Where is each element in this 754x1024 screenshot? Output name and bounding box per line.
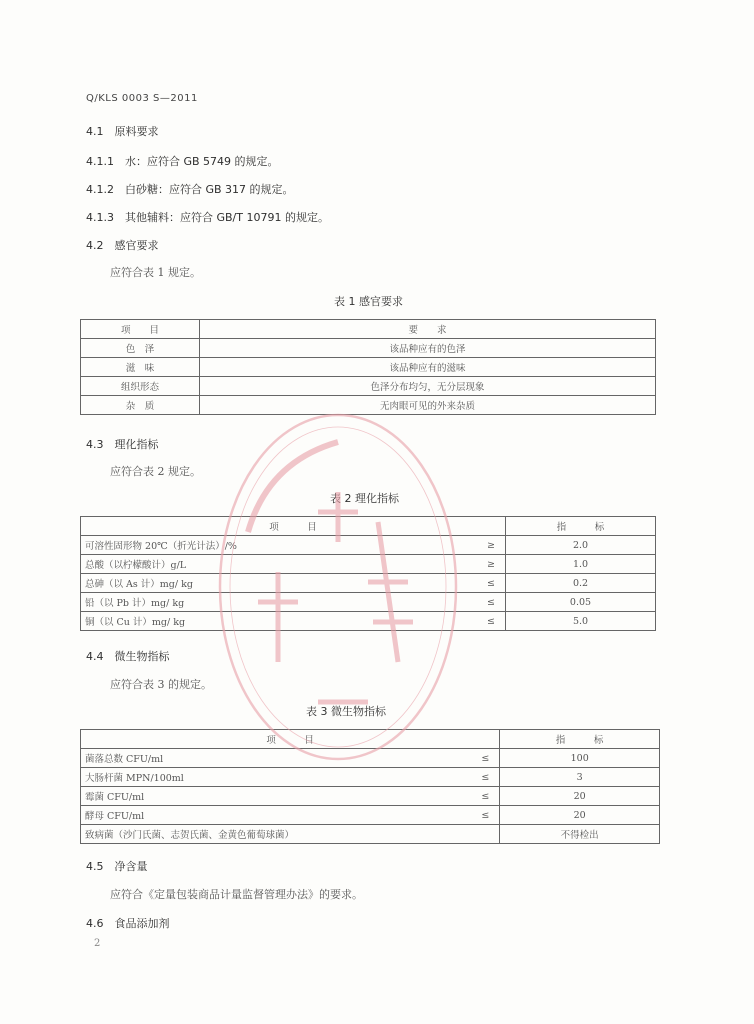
table-header-row [81, 320, 656, 339]
section-4-6-heading: 4.6 食品添加剂 [86, 917, 170, 930]
table-row [81, 749, 660, 768]
table-cell: 100 [500, 749, 660, 768]
table-cell: 总酸（以柠檬酸计）g/L [81, 555, 330, 574]
section-4-5-heading: 4.5 净含量 [86, 860, 148, 873]
table-cell: 总砷（以 As 计）mg/ kg [81, 574, 330, 593]
table-cell: 致病菌（沙门氏菌、志贺氏菌、金黄色葡萄球菌） [81, 825, 500, 844]
table-row [81, 612, 656, 631]
table-cell: ≤ [329, 806, 500, 825]
table-row [81, 377, 656, 396]
table-cell: 不得检出 [500, 825, 660, 844]
table-cell: 铅（以 Pb 计）mg/ kg [81, 593, 330, 612]
section-4-4-text: 应符合表 3 的规定。 [110, 678, 212, 691]
table-cell: ≤ [329, 574, 505, 593]
section-4-1-2: 4.1.2 白砂糖：应符合 GB 317 的规定。 [86, 183, 294, 196]
table-cell: 杂 质 [81, 396, 200, 415]
table-cell: 大肠杆菌 MPN/100ml [81, 768, 330, 787]
section-4-2-text: 应符合表 1 规定。 [110, 266, 201, 279]
table-row [81, 574, 656, 593]
table-cell: 20 [500, 806, 660, 825]
table-cell: ≤ [329, 787, 500, 806]
table-cell: 组织形态 [81, 377, 200, 396]
table-cell: 色 泽 [81, 339, 200, 358]
section-4-4-heading: 4.4 微生物指标 [86, 650, 170, 663]
table-cell: 2.0 [505, 536, 655, 555]
section-4-5-text: 应符合《定量包装商品计量监督管理办法》的要求。 [110, 888, 363, 901]
table-cell: 色泽分布均匀，无分层现象 [200, 377, 656, 396]
table-row [81, 339, 656, 358]
document-code-header: Q/KLS 0003 S—2011 [86, 93, 198, 104]
table-row [81, 358, 656, 377]
table-cell: 1.0 [505, 555, 655, 574]
section-4-3-text: 应符合表 2 规定。 [110, 465, 201, 478]
table-cell: ≥ [329, 555, 505, 574]
table-cell: 0.05 [505, 593, 655, 612]
section-4-1-1: 4.1.1 水：应符合 GB 5749 的规定。 [86, 155, 279, 168]
table-cell: 该品种应有的滋味 [200, 358, 656, 377]
table-header-row [81, 517, 656, 536]
sensory-table [80, 319, 656, 415]
table-row [81, 536, 656, 555]
table-cell: ≤ [329, 612, 505, 631]
table-cell: ≥ [329, 536, 505, 555]
table-header-cell: 要 求 [200, 320, 656, 339]
table-cell: 0.2 [505, 574, 655, 593]
page-number: 2 [94, 938, 101, 949]
table-header-cell: 指 标 [500, 730, 660, 749]
table-row [81, 825, 660, 844]
table-cell: 5.0 [505, 612, 655, 631]
table-row [81, 768, 660, 787]
table-cell: 酵母 CFU/ml [81, 806, 330, 825]
table-cell: ≤ [329, 593, 505, 612]
table-cell: ≤ [329, 768, 500, 787]
table-cell: 20 [500, 787, 660, 806]
table-header-cell: 指 标 [505, 517, 655, 536]
section-4-1-heading: 4.1 原料要求 [86, 125, 159, 138]
table3-caption: 表 3 微生物指标 [306, 705, 386, 718]
section-4-1-3: 4.1.3 其他辅料：应符合 GB/T 10791 的规定。 [86, 211, 329, 224]
section-4-3-heading: 4.3 理化指标 [86, 438, 159, 451]
table-cell: 该品种应有的色泽 [200, 339, 656, 358]
table-cell: 无肉眼可见的外来杂质 [200, 396, 656, 415]
table-row [81, 593, 656, 612]
table-cell: ≤ [329, 749, 500, 768]
table-cell: 铜（以 Cu 计）mg/ kg [81, 612, 330, 631]
table-cell: 可溶性固形物 20℃（折光计法）/% [81, 536, 330, 555]
table-row [81, 555, 656, 574]
microbiology-table [80, 729, 660, 844]
table-cell: 霉菌 CFU/ml [81, 787, 330, 806]
table-row [81, 396, 656, 415]
physchem-table [80, 516, 656, 631]
table1-caption: 表 1 感官要求 [334, 295, 403, 308]
table-header-cell: 项 目 [81, 517, 506, 536]
table-header-cell: 项 目 [81, 730, 500, 749]
table-header-cell: 项 目 [81, 320, 200, 339]
table-cell: 菌落总数 CFU/ml [81, 749, 330, 768]
table-cell: 3 [500, 768, 660, 787]
table-row [81, 787, 660, 806]
table-cell: 滋 味 [81, 358, 200, 377]
table-row [81, 806, 660, 825]
section-4-2-heading: 4.2 感官要求 [86, 239, 159, 252]
table-header-row [81, 730, 660, 749]
table2-caption: 表 2 理化指标 [330, 492, 399, 505]
